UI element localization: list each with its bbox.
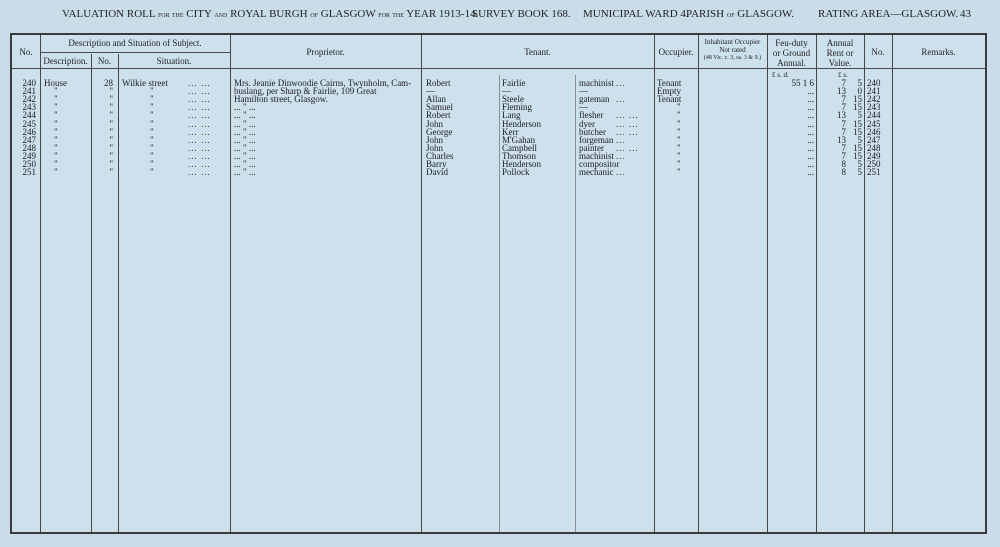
cell-rent-l: 7 <box>841 118 846 129</box>
cell-num: " <box>109 159 113 169</box>
cell-no2: 242 <box>867 94 881 105</box>
cell-trade-dots: ... ... <box>616 142 639 153</box>
cell-rent-l: 8 <box>841 167 846 178</box>
cell-sit-dots: ... ... <box>188 134 211 145</box>
cell-no: 240 <box>22 78 36 88</box>
cell-occ: " <box>677 102 681 113</box>
cell-trade: compositor <box>579 159 620 169</box>
cell-trade: flesher <box>579 110 604 121</box>
col-tenant: Tenant. <box>524 47 551 57</box>
cell-trade: painter <box>579 142 604 153</box>
cell-first: Barry <box>426 159 447 169</box>
cell-trade: dyer <box>579 118 595 129</box>
cell-prop: Hamilton street, Glasgow. <box>234 94 328 105</box>
cell-desc: " <box>54 142 58 153</box>
cell-no2: 251 <box>867 167 881 178</box>
cell-first: Robert <box>426 78 451 88</box>
cell-trade: machinist <box>579 78 614 88</box>
cell-num: " <box>109 118 113 129</box>
col-occupier: Occupier. <box>658 47 694 57</box>
cell-feu: ... <box>807 150 814 161</box>
cell-feu: ... <box>807 94 814 105</box>
cell-first: Samuel <box>426 102 453 113</box>
cell-first: Charles <box>426 150 454 161</box>
cell-prop: ... " ... <box>234 134 256 145</box>
cell-no2: 246 <box>867 126 881 137</box>
cell-last: Campbell <box>502 142 537 153</box>
col-inhabitant: Inhabitant Occupier Not rated (48 Vic. c. 3, ss. 3 & 9.) <box>703 38 762 61</box>
cell-last: Henderson <box>502 118 541 129</box>
cell-sit-dots: ... ... <box>188 126 211 137</box>
cell-first: John <box>426 134 444 145</box>
cell-situation: " <box>150 118 154 129</box>
cell-rent-s: 15 <box>853 142 862 153</box>
cell-no: 244 <box>22 110 36 121</box>
cell-first: George <box>426 126 453 137</box>
valuation-table <box>10 33 987 534</box>
cell-no: 250 <box>22 159 36 169</box>
cell-prop: ... " ... <box>234 159 256 169</box>
cell-feu: ... <box>807 167 814 178</box>
cell-sit-dots: ... ... <box>188 110 211 121</box>
cell-first: Robert <box>426 110 451 121</box>
cell-no: 251 <box>22 167 36 178</box>
cell-no2: 245 <box>867 118 881 129</box>
cell-trade-dots: ... <box>616 150 626 161</box>
cell-situation: " <box>150 126 154 137</box>
cell-no: 243 <box>22 102 36 113</box>
cell-prop: ... " ... <box>234 102 256 113</box>
cell-feu: ... <box>807 159 814 169</box>
cell-num: " <box>109 167 113 178</box>
cell-num: " <box>109 126 113 137</box>
cell-occ: " <box>677 134 681 145</box>
cell-situation: " <box>150 150 154 161</box>
cell-rent-s: 5 <box>857 134 862 145</box>
cell-occ: " <box>677 142 681 153</box>
cell-desc: " <box>54 110 58 121</box>
cell-prop: ... " ... <box>234 167 256 178</box>
cell-trade: forgeman <box>579 134 614 145</box>
cell-rent-l: 7 <box>841 102 846 113</box>
cell-feu: ... <box>807 142 814 153</box>
cell-first: — <box>426 86 435 97</box>
cell-feu: ... <box>807 134 814 145</box>
cell-feu: ... <box>807 86 814 97</box>
cell-rent-s: 5 <box>857 78 862 88</box>
cell-trade: butcher <box>579 126 606 137</box>
rating-area: RATING AREA—GLASGOW. <box>818 8 959 20</box>
roll-title: VALUATION ROLL for the CITY and ROYAL BURGH of GLASGOW for the YEAR 1913-14. <box>62 8 479 20</box>
cell-rent-s: 0 <box>857 86 862 97</box>
col-description-group: Description and Situation of Subject. <box>68 38 202 48</box>
cell-prop: Mrs. Jeanie Dinwoodie Cairns, Twynholm, Cam- <box>234 78 412 88</box>
cell-rent-s: 15 <box>853 94 862 105</box>
cell-prop: ... " ... <box>234 110 256 121</box>
col-annual-rent: Annual Rent or Value. <box>826 38 854 68</box>
rent-units: £ s. <box>838 71 848 79</box>
cell-occ: " <box>677 150 681 161</box>
cell-no2: 249 <box>867 150 881 161</box>
cell-trade: mechanic <box>579 167 614 178</box>
col-no-right: No. <box>871 47 885 57</box>
cell-num: " <box>109 142 113 153</box>
cell-occ: Tenant <box>657 94 682 105</box>
cell-rent-s: 5 <box>857 167 862 178</box>
cell-num: " <box>109 134 113 145</box>
cell-sit-dots: ... ... <box>188 159 211 169</box>
cell-first: Allan <box>426 94 446 105</box>
cell-no: 241 <box>22 86 36 97</box>
cell-first: John <box>426 142 444 153</box>
cell-num: " <box>109 86 113 97</box>
cell-no: 245 <box>22 118 36 129</box>
cell-rent-s: 15 <box>853 118 862 129</box>
cell-trade-dots: ... ... <box>616 118 639 129</box>
cell-occ: Tenant <box>657 78 682 88</box>
cell-occ: Empty <box>657 86 681 97</box>
cell-rent-s: 15 <box>853 102 862 113</box>
cell-num: " <box>109 110 113 121</box>
cell-feu: ... <box>807 102 814 113</box>
col-description: Description. <box>43 56 88 66</box>
cell-situation: " <box>150 86 154 97</box>
cell-desc: " <box>54 126 58 137</box>
cell-no: 247 <box>22 134 36 145</box>
cell-desc: " <box>54 159 58 169</box>
cell-num: 28 <box>104 78 113 88</box>
cell-prop: buslang, per Sharp & Fairlie, 109 Great <box>234 86 377 97</box>
cell-desc: " <box>54 118 58 129</box>
cell-first: David <box>426 167 448 178</box>
cell-occ: " <box>677 126 681 137</box>
cell-num: " <box>109 150 113 161</box>
survey-book: SURVEY BOOK 168. <box>472 8 571 20</box>
cell-rent-l: 13 <box>837 134 846 145</box>
cell-last: M'Gahan <box>502 134 536 145</box>
cell-prop: ... " ... <box>234 150 256 161</box>
cell-sit-dots: ... ... <box>188 167 211 178</box>
cell-last: Fleming <box>502 102 533 113</box>
cell-rent-l: 13 <box>837 86 846 97</box>
cell-situation: " <box>150 110 154 121</box>
feu-units: £ s. d. <box>772 71 789 79</box>
cell-sit-dots: ... ... <box>188 78 211 88</box>
cell-situation: " <box>150 102 154 113</box>
cell-prop: ... " ... <box>234 142 256 153</box>
cell-no: 248 <box>22 142 36 153</box>
page-header <box>0 0 1000 26</box>
cell-last: Steele <box>502 94 524 105</box>
cell-sit-dots: ... ... <box>188 118 211 129</box>
cell-desc: House <box>44 78 67 88</box>
cell-no2: 250 <box>867 159 881 169</box>
cell-last: — <box>502 86 511 97</box>
col-proprietor: Proprietor. <box>306 47 345 57</box>
col-number: No. <box>97 56 112 66</box>
cell-desc: " <box>54 94 58 105</box>
cell-last: Fairlie <box>502 78 526 88</box>
col-situation: Situation. <box>156 56 192 66</box>
cell-sit-dots: ... ... <box>188 150 211 161</box>
cell-feu: ... <box>807 118 814 129</box>
cell-last: Lang <box>502 110 521 121</box>
cell-no2: 241 <box>867 86 881 97</box>
cell-situation: " <box>150 134 154 145</box>
cell-desc: " <box>54 167 58 178</box>
cell-no2: 240 <box>867 78 881 88</box>
parish: PARISH of GLASGOW. <box>686 8 795 20</box>
cell-desc: " <box>54 134 58 145</box>
cell-no: 246 <box>22 126 36 137</box>
col-no: No. <box>19 47 33 57</box>
cell-trade: gateman <box>579 94 610 105</box>
cell-trade-dots: ... ... <box>616 126 639 137</box>
cell-occ: " <box>677 118 681 129</box>
cell-occ: " <box>677 159 681 169</box>
cell-sit-dots: ... ... <box>188 94 211 105</box>
cell-rent-s: 5 <box>857 159 862 169</box>
cell-rent-l: 7 <box>841 142 846 153</box>
page-number: 43 <box>960 8 971 20</box>
cell-situation: " <box>150 94 154 105</box>
municipal-ward: MUNICIPAL WARD 4. <box>583 8 689 20</box>
cell-rent-l: 7 <box>841 94 846 105</box>
cell-rent-s: 5 <box>857 110 862 121</box>
cell-feu: ... <box>807 110 814 121</box>
cell-rent-l: 7 <box>841 126 846 137</box>
cell-situation: " <box>150 142 154 153</box>
cell-desc: " <box>54 86 58 97</box>
cell-trade: machinist <box>579 150 614 161</box>
cell-last: Pollock <box>502 167 530 178</box>
cell-last: Thomson <box>502 150 537 161</box>
cell-rent-l: 7 <box>841 78 846 88</box>
col-feu-duty: Feu-duty or Ground Annual. <box>772 38 811 68</box>
cell-occ: " <box>677 110 681 121</box>
cell-rent-s: 15 <box>853 126 862 137</box>
cell-trade: — <box>579 102 588 113</box>
cell-feu: 55 1 6 <box>791 78 814 88</box>
cell-trade-dots: ... <box>616 134 626 145</box>
cell-trade-dots: ... ... <box>616 110 639 121</box>
cell-no2: 243 <box>867 102 881 113</box>
cell-trade-dots: ... <box>616 167 626 178</box>
cell-situation: Wilkie street <box>122 78 168 88</box>
cell-situation: " <box>150 167 154 178</box>
cell-no: 249 <box>22 150 36 161</box>
cell-no: 242 <box>22 94 36 105</box>
col-remarks: Remarks. <box>921 47 956 57</box>
cell-rent-l: 7 <box>841 150 846 161</box>
cell-no2: 248 <box>867 142 881 153</box>
cell-occ: " <box>677 167 681 178</box>
cell-trade: — <box>579 86 588 97</box>
cell-num: " <box>109 94 113 105</box>
cell-prop: ... " ... <box>234 118 256 129</box>
cell-rent-l: 8 <box>841 159 846 169</box>
cell-trade-dots: ... <box>616 94 626 105</box>
cell-no2: 247 <box>867 134 881 145</box>
cell-last: Kerr <box>502 126 519 137</box>
cell-sit-dots: ... ... <box>188 102 211 113</box>
cell-trade-dots: ... <box>616 78 626 88</box>
cell-first: John <box>426 118 444 129</box>
cell-no2: 244 <box>867 110 881 121</box>
cell-feu: ... <box>807 126 814 137</box>
cell-rent-s: 15 <box>853 150 862 161</box>
cell-sit-dots: ... ... <box>188 86 211 97</box>
cell-desc: " <box>54 102 58 113</box>
cell-last: Henderson <box>502 159 541 169</box>
cell-desc: " <box>54 150 58 161</box>
cell-prop: ... " ... <box>234 126 256 137</box>
cell-num: " <box>109 102 113 113</box>
cell-situation: " <box>150 159 154 169</box>
cell-rent-l: 13 <box>837 110 846 121</box>
cell-sit-dots: ... ... <box>188 142 211 153</box>
